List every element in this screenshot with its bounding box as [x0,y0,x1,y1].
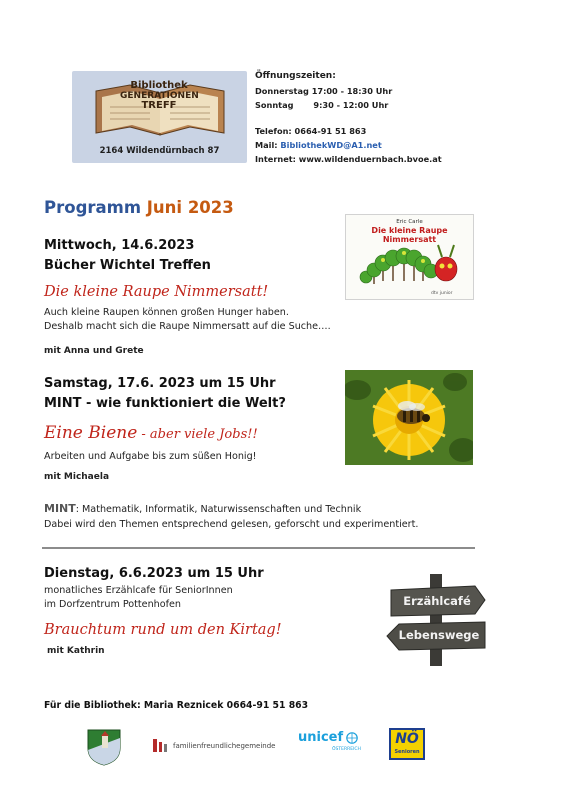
event1-with: mit Anna und Grete [44,346,144,356]
logo-address: 2164 Wildendürnbach 87 [99,146,220,156]
noe-wordmark: NÖ [395,731,419,747]
logo-title [120,81,198,111]
mint-definition-text: : Mathematik, Informatik, Naturwissenschaften und Technik [75,504,362,515]
book-title: Die kleine Raupe Nimmersatt [371,226,448,244]
sign-bottom-label: Lebenswege [398,628,480,642]
book-publisher: dtv junior [431,291,453,296]
logo-line1: Bibliothek [130,80,188,91]
hours-title: Öffnungszeiten: [255,71,336,81]
unicef-globe-icon [346,732,358,744]
program-title-word: Programm [44,198,147,217]
event1-text-1: Auch kleine Raupen können großen Hunger haben. [44,307,289,318]
hours-line-1: Donnerstag 17:00 - 18:30 Uhr [255,86,393,96]
event2-subtitle: MINT - wie funktioniert die Welt? [44,396,286,411]
family-icon [150,735,170,755]
event3-text-1: monatliches Erzählcafe für SeniorInnen [44,585,233,596]
unicef-subtext: ÖSTERREICH [332,747,361,752]
mail-link[interactable]: BibliothekWD@A1.net [280,140,382,150]
mint-definition [44,502,361,517]
event2-date: Samstag, 17.6. 2023 um 15 Uhr [44,376,276,391]
familienfreundliche-gemeinde-logo [150,733,282,757]
internet-line[interactable]: Internet: www.wildenduernbach.bvoe.at [255,154,442,164]
logo-line2: GENERATIONEN [120,91,199,101]
event2-with: mit Michaela [44,472,110,482]
mint-text: Dabei wird den Themen entsprechend gelesen, geforscht und experimentiert. [44,519,419,530]
program-month: Juni 2023 [146,198,234,217]
unicef-logo [298,730,360,756]
event1-subtitle: Bücher Wichtel Treffen [44,258,211,273]
library-logo [72,71,247,163]
raupe-book-cover [345,214,474,300]
event2-headline-small: - aber viele Jobs!! [137,427,258,442]
noe-senioren-logo [389,728,425,760]
logo-line3: TREFF [141,100,177,111]
signpost-icon [385,574,490,666]
hours-line-2: Sonntag 9:30 - 12:00 Uhr [255,100,389,110]
event1-date: Mittwoch, 14.6.2023 [44,238,195,253]
familie-logo-text: familienfreundlichegemeinde [173,742,276,750]
event1-text-2: Deshalb macht sich die Raupe Nimmersatt auf die Suche…. [44,321,331,332]
event3-date: Dienstag, 6.6.2023 um 15 Uhr [44,566,264,581]
event2-headline-big: Eine Biene [44,423,138,443]
mail-line [255,140,382,150]
erzaehlcafe-signpost [385,574,490,666]
unicef-wordmark: unicef [298,730,344,745]
event3-with: mit Kathrin [47,646,105,656]
caterpillar-icon [356,237,464,293]
event3-headline: Brauchtum rund um den Kirtag! [44,622,282,638]
event2-headline [44,423,258,443]
crest-icon [86,728,122,766]
footer-contact: Für die Bibliothek: Maria Reznicek 0664-91 51 863 [44,700,309,711]
mint-word: MINT [44,502,76,515]
mail-label: Mail: [255,140,281,150]
sign-top-label: Erzählcafé [403,594,471,608]
event1-headline: Die kleine Raupe Nimmersatt! [44,284,269,300]
bee-on-dandelion-photo [345,370,473,465]
program-title [44,198,234,217]
event3-text-2: im Dorfzentrum Pottenhofen [44,599,181,610]
section-divider [42,547,475,549]
book-author: Eric Carle [396,219,423,225]
event2-text-1: Arbeiten und Aufgabe bis zum süßen Honig! [44,451,257,462]
noe-subtext: Senioren [394,749,420,755]
telefon-line: Telefon: 0664-91 51 863 [255,126,367,136]
municipality-crest [86,728,122,766]
bee-flower-icon [345,370,473,465]
